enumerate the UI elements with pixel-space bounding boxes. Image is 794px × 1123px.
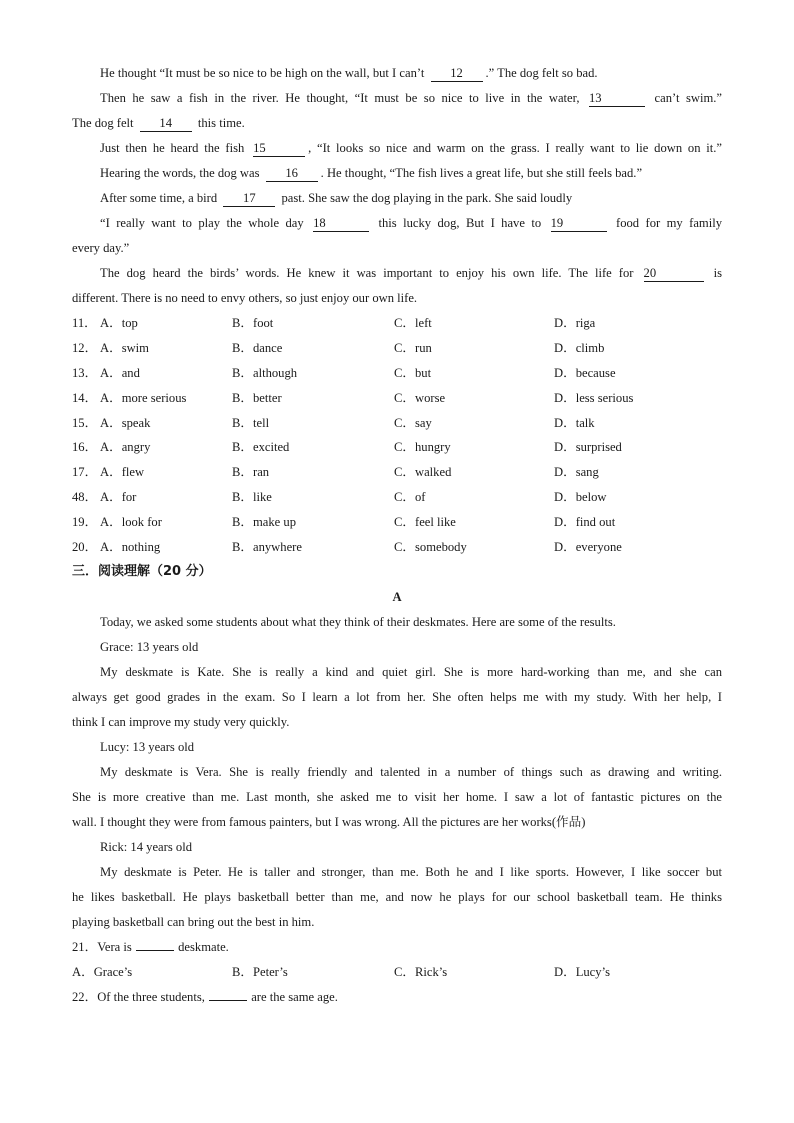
option-a: A．top bbox=[100, 316, 138, 330]
option-row bbox=[72, 312, 722, 337]
passage-line-4 bbox=[72, 137, 722, 162]
passage-text: The dog felt bbox=[72, 116, 134, 130]
option-c: C．walked bbox=[394, 465, 452, 480]
passage-line-5 bbox=[72, 162, 722, 187]
question-text: deskmate. bbox=[178, 939, 229, 954]
rick-heading: Rick: 14 years old bbox=[100, 839, 192, 854]
option-b: B．Peter’s bbox=[232, 964, 288, 979]
cloze-options bbox=[72, 312, 722, 561]
passage-text: Hearing the words, the dog was bbox=[100, 166, 260, 180]
option-b: B．although bbox=[232, 365, 298, 380]
question-number: 19． bbox=[72, 515, 98, 530]
option-row bbox=[72, 511, 722, 536]
passage-line-6 bbox=[72, 187, 722, 212]
option-row bbox=[72, 436, 722, 461]
passage-text: this lucky dog, But I have to bbox=[378, 216, 542, 230]
reading-intro: Today, we asked some students about what they think of their deskmates. Here are some of the results. bbox=[100, 614, 616, 629]
option-row bbox=[72, 536, 722, 561]
question-number: 12． bbox=[72, 340, 98, 355]
option-a: A．flew bbox=[100, 465, 145, 480]
option-d: D．below bbox=[554, 490, 607, 505]
option-d: D．because bbox=[554, 365, 616, 380]
option-c: C．Rick’s bbox=[394, 964, 448, 979]
option-b: B．excited bbox=[232, 440, 290, 455]
option-a: A．Grace’s bbox=[72, 964, 133, 979]
option-a: A．and bbox=[100, 365, 140, 380]
option-row bbox=[72, 486, 722, 511]
passage-text: . He thought, “The fish lives a great life, but she still feels bad.” bbox=[320, 166, 643, 180]
lucy-line-1: My deskmate is Vera. She is really friendly and talented in a number of things such as drawing and writing. bbox=[100, 764, 722, 779]
option-b: B．like bbox=[232, 490, 272, 505]
question-number: 16． bbox=[72, 440, 98, 455]
option-c: C．hungry bbox=[394, 440, 451, 455]
question-21-options bbox=[72, 961, 722, 986]
option-a: A．speak bbox=[100, 415, 151, 430]
grace-line-3: think I can improve my study very quickly. bbox=[72, 714, 290, 729]
option-row bbox=[72, 412, 722, 437]
option-d: D．less serious bbox=[554, 390, 634, 405]
option-c: C．left bbox=[394, 316, 432, 330]
option-c: C．somebody bbox=[394, 540, 467, 555]
passage-text: food for my family bbox=[616, 216, 722, 230]
section-title: 三．阅读理解（20 分） bbox=[72, 563, 212, 579]
passage-text: Just then he heard the fish bbox=[100, 141, 245, 155]
option-c: C．feel like bbox=[394, 515, 456, 530]
option-b: B．tell bbox=[232, 415, 270, 430]
question-number: 20． bbox=[72, 540, 98, 555]
option-row bbox=[72, 337, 722, 362]
blank-13: 13 bbox=[589, 91, 645, 107]
passage-text: He thought “It must be so nice to be high on the wall, but I can’t bbox=[100, 66, 425, 80]
question-number: 15． bbox=[72, 415, 98, 430]
passage-text: After some time, a bird bbox=[100, 191, 218, 205]
question-text: 22．Of the three students, bbox=[72, 989, 205, 1004]
passage-line-7 bbox=[72, 212, 722, 237]
blank-15: 15 bbox=[253, 141, 305, 157]
option-a: A．look for bbox=[100, 515, 162, 530]
grace-line-1: My deskmate is Kate. She is really a kind and quiet girl. She is more hard-working than me, and she can bbox=[100, 664, 722, 679]
option-a: A．more serious bbox=[100, 390, 187, 405]
passage-text: “I really want to play the whole day bbox=[100, 216, 304, 230]
passage-line-9 bbox=[72, 262, 722, 287]
blank-14: 14 bbox=[140, 116, 192, 132]
option-b: B．dance bbox=[232, 340, 283, 355]
lucy-line-3: wall. I thought they were from famous painters, but I was wrong. All the pictures are her works(作品) bbox=[72, 814, 586, 829]
blank-17: 17 bbox=[223, 191, 275, 207]
passage-text: different. There is no need to envy others, so just enjoy our own life. bbox=[72, 291, 418, 305]
passage-text: .” The dog felt so bad. bbox=[485, 66, 598, 80]
option-d: D．everyone bbox=[554, 540, 622, 555]
option-d: D．riga bbox=[554, 316, 596, 330]
lucy-heading: Lucy: 13 years old bbox=[100, 739, 195, 754]
question-number: 14． bbox=[72, 390, 98, 405]
blank-12: 12 bbox=[431, 66, 483, 82]
question-21 bbox=[72, 936, 722, 961]
question-number: 13． bbox=[72, 365, 98, 380]
question-text: are the same age. bbox=[251, 989, 338, 1004]
option-a: A．for bbox=[100, 490, 137, 505]
grace-line-2: always get good grades in the exam. So I learn a lot from her. She often helps me with my study. With her help, I bbox=[72, 689, 722, 704]
option-c: C．worse bbox=[394, 390, 446, 405]
option-row bbox=[72, 461, 722, 486]
blank-18: 18 bbox=[313, 216, 369, 232]
option-c: C．say bbox=[394, 415, 432, 430]
option-a: A．angry bbox=[100, 440, 151, 455]
question-number: 11． bbox=[72, 316, 97, 330]
grace-heading: Grace: 13 years old bbox=[100, 639, 199, 654]
passage-line-10 bbox=[72, 287, 722, 312]
lucy-line-2: She is more creative than me. Last month, she asked me to visit her home. I saw a lot of fantastic pictures on the bbox=[72, 789, 722, 804]
option-row bbox=[72, 362, 722, 387]
exam-page bbox=[72, 62, 722, 1011]
passage-label: A bbox=[392, 589, 402, 604]
passage-text: every day.” bbox=[72, 241, 130, 255]
question-number: 48． bbox=[72, 490, 98, 505]
option-c: C．run bbox=[394, 340, 432, 355]
answer-blank bbox=[209, 988, 247, 1001]
answer-blank bbox=[136, 938, 174, 951]
option-d: D．talk bbox=[554, 415, 595, 430]
option-a: A．swim bbox=[100, 340, 149, 355]
passage-text: past. She saw the dog playing in the park. She said loudly bbox=[281, 191, 573, 205]
option-row bbox=[72, 387, 722, 412]
option-b: B．ran bbox=[232, 465, 270, 480]
option-d: D．Lucy’s bbox=[554, 964, 610, 979]
passage-text: , “It looks so nice and warm on the grass. I really want to lie down on it.” bbox=[308, 141, 723, 155]
question-number: 17． bbox=[72, 465, 98, 480]
blank-16: 16 bbox=[266, 166, 318, 182]
question-text: 21．Vera is bbox=[72, 939, 132, 954]
rick-line-3: playing basketball can bring out the best in him. bbox=[72, 914, 315, 929]
option-d: D．climb bbox=[554, 340, 605, 355]
passage-line-2 bbox=[72, 87, 722, 112]
rick-line-2: he likes basketball. He plays basketball better than me, and now he plays for our school basketball team. He thinks bbox=[72, 889, 722, 904]
option-d: D．sang bbox=[554, 465, 599, 480]
passage-line-1 bbox=[72, 62, 722, 87]
passage-text: The dog heard the birds’ words. He knew it was important to enjoy his own life. The life for bbox=[100, 266, 634, 280]
option-b: B．make up bbox=[232, 515, 297, 530]
question-22 bbox=[72, 986, 722, 1011]
option-c: C．but bbox=[394, 365, 432, 380]
blank-19: 19 bbox=[551, 216, 607, 232]
rick-line-1: My deskmate is Peter. He is taller and stronger, than me. Both he and I like sports. However, I like soccer but bbox=[100, 864, 722, 879]
option-b: B．better bbox=[232, 390, 282, 405]
option-b: B．anywhere bbox=[232, 540, 302, 555]
passage-line-8 bbox=[72, 237, 722, 262]
passage-text: can’t swim.” bbox=[654, 91, 722, 105]
passage-line-3 bbox=[72, 112, 722, 137]
passage-text: Then he saw a fish in the river. He thought, “It must be so nice to live in the water, bbox=[100, 91, 580, 105]
passage-text: is bbox=[713, 266, 723, 280]
option-c: C．of bbox=[394, 490, 426, 505]
option-b: B．foot bbox=[232, 316, 274, 330]
option-d: D．surprised bbox=[554, 440, 622, 455]
blank-20: 20 bbox=[644, 266, 704, 282]
option-a: A．nothing bbox=[100, 540, 161, 555]
passage-text: this time. bbox=[197, 116, 245, 130]
option-d: D．find out bbox=[554, 515, 616, 530]
